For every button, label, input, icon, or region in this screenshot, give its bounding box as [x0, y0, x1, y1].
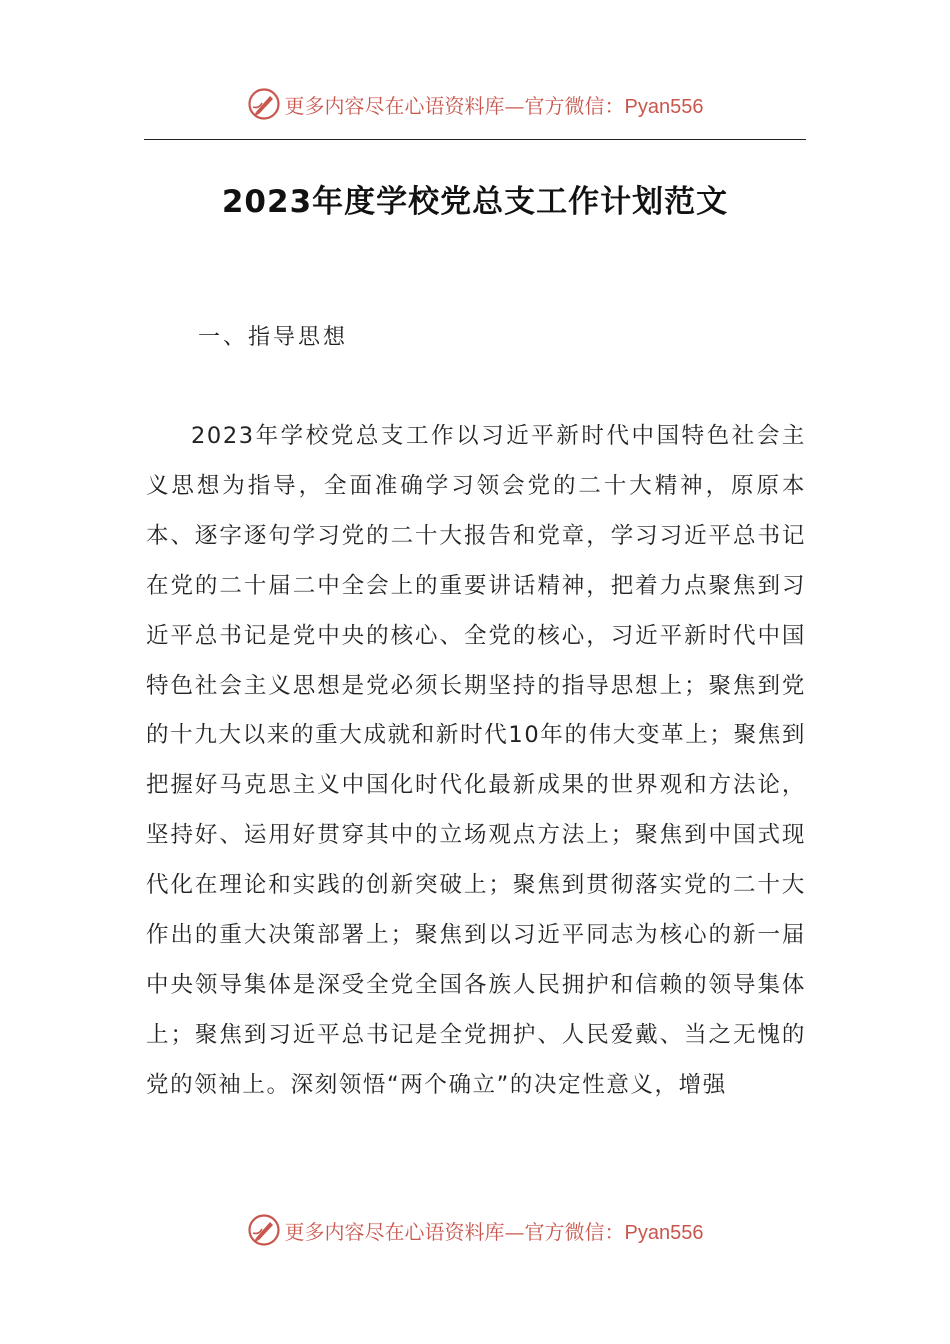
footer-wechat-id: Pyan556: [624, 1221, 704, 1244]
header-watermark: [285, 90, 704, 119]
header-watermark-text: 更多内容尽在心语资料库—官方微信：: [284, 93, 625, 118]
footer-watermark: [285, 1216, 704, 1245]
footer-watermark-text: 更多内容尽在心语资料库—官方微信：: [284, 1219, 625, 1244]
page-header: [0, 84, 950, 124]
header-wechat-id: Pyan556: [624, 95, 704, 118]
section-heading: 一、指导思想: [198, 325, 349, 350]
pen-logo-icon: [247, 1213, 281, 1247]
document-title: 2023年度学校党总支工作计划范文: [221, 184, 729, 220]
page-footer: [0, 1210, 950, 1250]
header-divider: [144, 139, 806, 140]
body-paragraph: 2023年学校党总支工作以习近平新时代中国特色社会主义思想为指导，全面准确学习领会党的二十大精神，原原本本、逐字逐句学习党的二十大报告和党章，学习习近平总书记在党的二十届二中全会上的重要讲话精神，把着力点聚焦到习近平总书记是党中央的核心、全党的核心，习近平新时代中国特色社会主义思想是党必须长期坚持的指导思想上；聚焦到党的十九大以来的重大成就和新时代10年的伟大变革上；聚焦到把握好马克思主义中国化时代化最新成果的世界观和方法论，坚持好、运用好贯穿其中的立场观点方法上；聚焦到中国式现代化在理论和实践的创新突破上；聚焦到贯彻落实党的二十大作出的重大决策部署上；聚焦到以习近平同志为核心的新一届中央领导集体是深受全党全国各族人民拥护和信赖的领导集体上；聚焦到习近平总书记是全党拥护、人民爱戴、当之无愧的党的领袖上。深刻领悟“两个确立”的决定性意义，增强: [146, 423, 806, 1098]
pen-logo-icon: [247, 87, 281, 121]
